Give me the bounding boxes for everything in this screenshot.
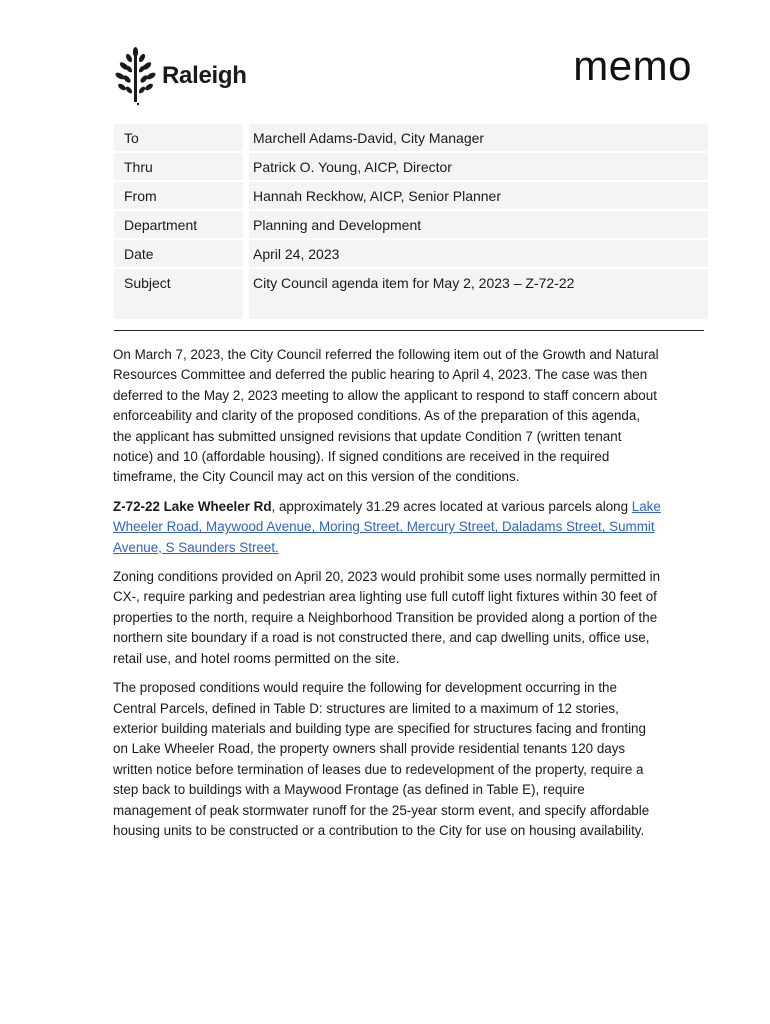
header-value: City Council agenda item for May 2, 2023 – Z-72-22: [249, 269, 708, 319]
body-paragraph-1: On March 7, 2023, the City Council referred the following item out of the Growth and Natural Resources Committee and deferred the public hearing to April 4, 2023. The case was then deferred to the May 2, 2023 meeting to allow the applicant to respond to staff concern about enforceability and clarity of the proposed conditions. As of the preparation of this agenda, the applicant has submitted unsigned revisions that update Condition 7 (written tenant notice) and 10 (affordable housing). If signed conditions are received in the required timeframe, the City Council may act on this version of the conditions.: [113, 347, 659, 485]
header-row-department: [114, 211, 708, 238]
memo-header-table: [114, 122, 708, 321]
header-value: April 24, 2023: [249, 240, 708, 267]
body-paragraph-4: The proposed conditions would require the following for development occurring in the Central Parcels, defined in Table D: structures are limited to a maximum of 12 stories, exterior building materials and building type are specified for structures facing and fronting on Lake Wheeler Road, the property owners shall provide residential tenants 120 days written notice before termination of leases due to redevelopment of the property, require a step back to buildings with a Maywood Frontage (as defined in Table E), require management of peak stormwater runoff for the 25-year storm event, and specify affordable housing units to be constructed or a contribution to the City for use on housing availability.: [113, 680, 650, 838]
header-label: Department: [114, 211, 249, 238]
header-row-to: [114, 124, 708, 151]
body-paragraph-2: [113, 497, 661, 558]
logo-text: Raleigh: [162, 62, 247, 89]
oak-tree-icon: [112, 46, 160, 108]
header-value: Hannah Reckhow, AICP, Senior Planner: [249, 182, 708, 209]
body-paragraph-3: Zoning conditions provided on April 20, 2023 would prohibit some uses normally permitted in CX-, require parking and pedestrian area lighting use full cutoff light fixtures within 30 feet of properties to the north, require a Neighborhood Transition be provided along a portion of the northern site boundary if a road is not constructed there, and cap dwelling units, office use, retail use, and hotel rooms permitted on the site.: [113, 569, 661, 666]
parcel-streets-link[interactable]: Lake Wheeler Road, Maywood Avenue, Moring Street, Mercury Street, Daladams Street, Summit Avenue, S Saunders Street.: [113, 498, 661, 555]
header-row-thru: [114, 153, 708, 180]
raleigh-logo: [112, 46, 272, 110]
case-title: Z-72-22 Lake Wheeler Rd: [113, 498, 272, 514]
header-value: Planning and Development: [249, 211, 708, 238]
header-row-subject: [114, 269, 708, 319]
header-value: Marchell Adams-David, City Manager: [249, 124, 708, 151]
header-label: Subject: [114, 269, 249, 319]
header-value: Patrick O. Young, AICP, Director: [249, 153, 708, 180]
header-label: From: [114, 182, 249, 209]
memo-body: [113, 345, 661, 850]
case-description: , approximately 31.29 acres located at various parcels along: [271, 498, 632, 514]
header-label: Thru: [114, 153, 249, 180]
header-row-from: [114, 182, 708, 209]
header-label: Date: [114, 240, 249, 267]
header-divider: [114, 330, 704, 331]
header-label: To: [114, 124, 249, 151]
header-row-date: [114, 240, 708, 267]
memo-title: memo: [573, 42, 692, 89]
